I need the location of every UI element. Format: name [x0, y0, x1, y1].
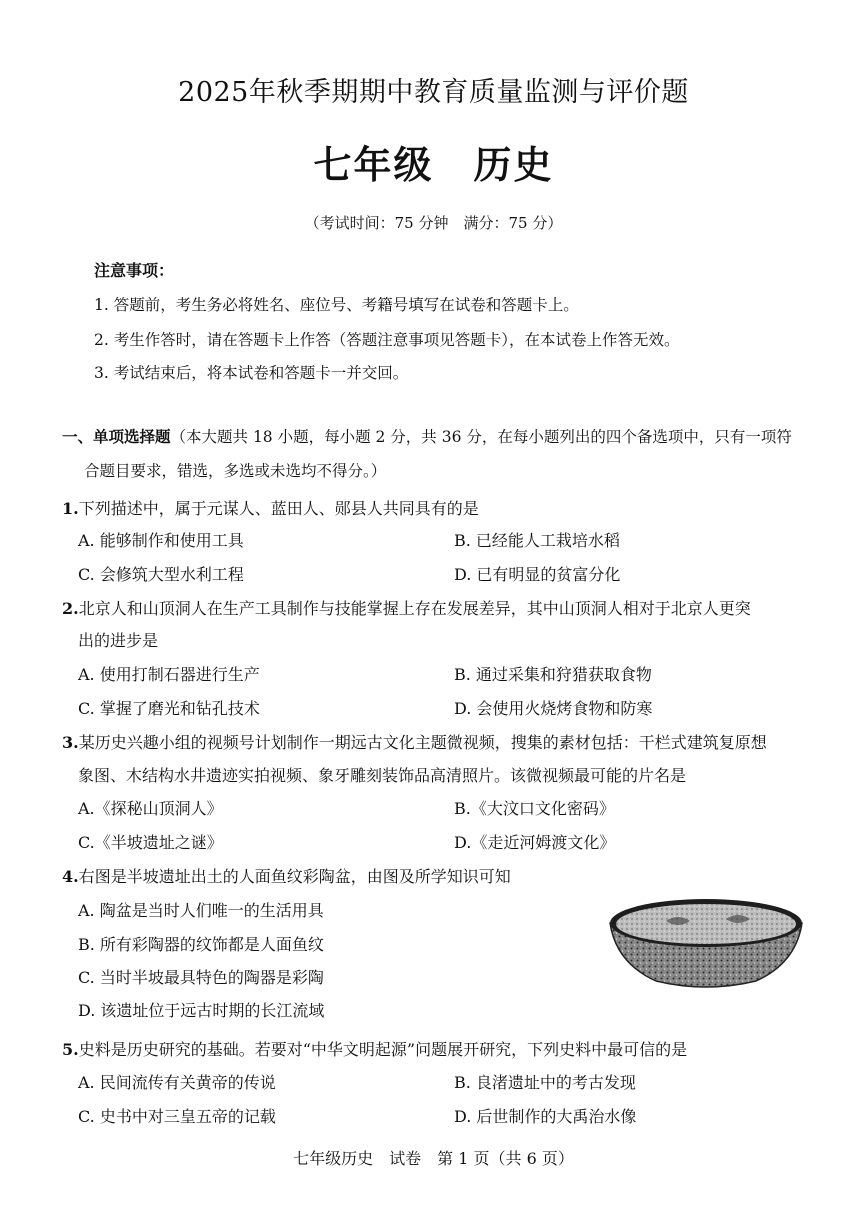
- question-2-option-b: B. 通过采集和狩猎获取食物: [454, 665, 652, 684]
- exam-subtitle: 七年级 历史: [313, 142, 554, 187]
- question-5-option-b: B. 良渚遗址中的考古发现: [454, 1073, 636, 1092]
- exam-title: 2025年秋季期期中教育质量监测与评价题: [178, 77, 689, 108]
- question-2-stem: [62, 596, 751, 619]
- notice-item: 2. 考生作答时，请在答题卡上作答（答题注意事项见答题卡），在本试卷上作答无效。: [94, 331, 680, 349]
- question-1-option-a: A. 能够制作和使用工具: [78, 531, 244, 550]
- notice-item: 1. 答题前，考生务必将姓名、座位号、考籍号填写在试卷和答题卡上。: [94, 296, 579, 314]
- section-heading-text: （本大题共 18 小题，每小题 2 分，共 36 分，在每小题列出的四个备选项中，只有一项符: [170, 428, 792, 446]
- notice-item: 3. 考试结束后，将本试卷和答题卡一并交回。: [94, 364, 409, 382]
- question-1-option-b: B. 已经能人工栽培水稻: [454, 531, 620, 550]
- question-number: 1.: [62, 499, 79, 518]
- question-text: 下列描述中，属于元谋人、蓝田人、郧县人共同具有的是: [78, 499, 479, 518]
- notice-heading: 注意事项：: [94, 261, 175, 280]
- question-5-option-d: D. 后世制作的大禹治水像: [454, 1107, 637, 1126]
- question-1-option-d: D. 已有明显的贫富分化: [454, 565, 621, 584]
- question-2-option-a: A. 使用打制石器进行生产: [78, 665, 260, 684]
- question-4-option-b: B. 所有彩陶器的纹饰都是人面鱼纹: [78, 935, 324, 954]
- question-5-stem: [62, 1037, 687, 1060]
- question-4-stem: [62, 864, 511, 887]
- question-3-option-a: A.《探秘山顶洞人》: [78, 799, 223, 818]
- page-footer: 七年级历史 试卷 第 1 页（共 6 页）: [293, 1149, 574, 1168]
- question-number: 4.: [62, 867, 79, 886]
- question-1-option-c: C. 会修筑大型水利工程: [78, 565, 244, 584]
- question-3-option-d: D.《走近河姆渡文化》: [454, 833, 616, 852]
- section-heading-bold: 一、单项选择题: [62, 427, 171, 446]
- question-4-option-d: D. 该遗址位于远古时期的长江流域: [78, 1001, 325, 1020]
- question-text: 某历史兴趣小组的视频号计划制作一期远古文化主题微视频，搜集的素材包括：干栏式建筑复原想: [78, 733, 767, 752]
- question-2-option-c: C. 掌握了磨光和钻孔技术: [78, 699, 260, 718]
- exam-info: （考试时间：75 分钟 满分：75 分）: [304, 214, 563, 232]
- question-3-option-c: C.《半坡遗址之谜》: [78, 833, 223, 852]
- question-5-option-a: A. 民间流传有关黄帝的传说: [78, 1073, 276, 1092]
- question-2-option-d: D. 会使用火烧烤食物和防寒: [454, 699, 653, 718]
- question-text: 北京人和山顶洞人在生产工具制作与技能掌握上存在发展差异，其中山顶洞人相对于北京人更突: [78, 599, 751, 618]
- question-2-stem-cont: 出的进步是: [78, 631, 159, 650]
- question-3-option-b: B.《大汶口文化密码》: [454, 799, 615, 818]
- question-number: 5.: [62, 1040, 79, 1059]
- section-heading-cont: 合题目要求，错选，多选或未选均不得分。）: [84, 462, 387, 480]
- question-1-stem: [62, 496, 479, 519]
- pottery-basin-image: [606, 893, 806, 991]
- question-3-stem-cont: 象图、木结构水井遗迹实拍视频、象牙雕刻装饰品高清照片。该微视频最可能的片名是: [78, 766, 687, 785]
- question-3-stem: [62, 730, 767, 753]
- question-text: 右图是半坡遗址出土的人面鱼纹彩陶盆，由图及所学知识可知: [78, 867, 511, 886]
- question-4-option-c: C. 当时半坡最具特色的陶器是彩陶: [78, 968, 324, 987]
- question-text: 史料是历史研究的基础。若要对“中华文明起源”问题展开研究，下列史料中最可信的是: [78, 1040, 688, 1059]
- section-heading: [62, 425, 792, 447]
- question-number: 3.: [62, 733, 79, 752]
- question-5-option-c: C. 史书中对三皇五帝的记载: [78, 1107, 276, 1126]
- question-4-option-a: A. 陶盆是当时人们唯一的生活用具: [78, 901, 324, 920]
- question-number: 2.: [62, 599, 79, 618]
